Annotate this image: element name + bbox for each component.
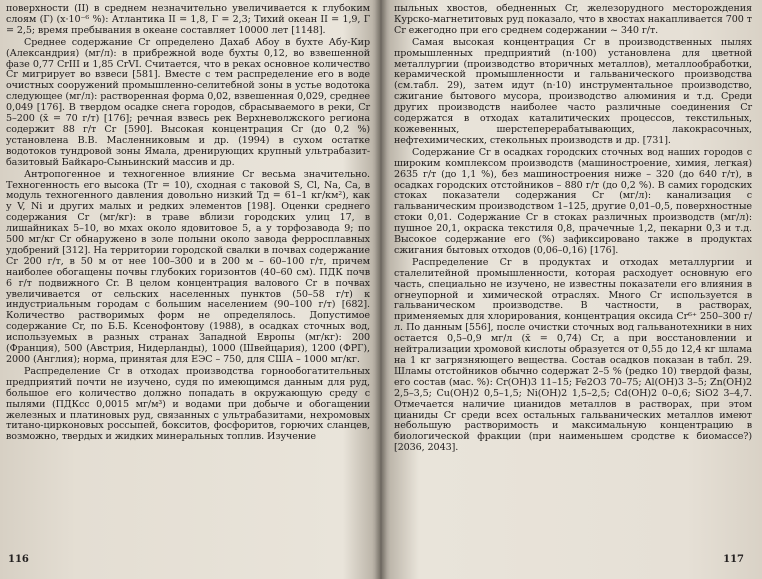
paragraph: поверхности (II) в среднем незначительно увеличивается к глубоким слоям (Г) (x·10⁻⁶ %): Атлантика II = 1,8, Г = 2,3; Тихий океан II = 1,9, Г = 2,5; время пребывания в океане составляет 10000 лет [1148].: [6, 3, 370, 36]
paragraph: пыльных хвостов, обедненных Cr, железорудного месторождения Курско-магнетитовых руд показало, что в хвостах накапливается 700 т Cr ежегодно при его среднем содержании ~ 340 г/т.: [394, 3, 752, 36]
paragraph: Самая высокая концентрация Cr в производственных пылях промышленных предприятий (n·100) установлена для цветной металлургии (производство вторичных металлов), металлообработки, керамической промышленности и гальванического производства (см.табл. 29), затем идут (n·10) инструментальное производство, сжигание бытового мусора, производство алюминия и т.д. Среди других производств наиболее часто различные соединения Cr содержатся в отходах каталитических процессов, текстильных, кожевенных, шерстеперерабатывающих, лакокрасочных, нефтехимических, стекольных производств и др. [731].: [394, 36, 752, 146]
right-page-text: [394, 4, 752, 454]
paragraph: Антропогенное и техногенное влияние Cr весьма значительно. Техногенность его высока (Тг = 10), сходная с таковой S, Cl, Na, Ca, в модуль техногенного давления довольно низкий Tд = 61–1 кг/км²), как у V, Ni и других малых и редких элементов [198]. Оценки среднего содержания Cr (мг/кг): в траве вблизи городских улиц 17, в лишайниках 5–10, во мхах около ядовитовое 5, а у торфозавода 9; по 500 мг/кг Cr обнаружено в золе полыни около завода ферросплавных удобрений [312]. На территории городской свалки в почвах содержание Cr 200 г/т, в 50 м от нее 100–300 и в 200 м – 60–100 г/т, причем наиболее обогащены почвы глубоких горизонтов (40–60 см). ПДК почв 6 г/т подвижного Cr. В целом концентрация валового Cr в почвах увеличивается от сельских населенных пунктов (50–58 г/т) к индустриальным городам с большим населением (90–100 г/т) [682]. Количество растворимых форм не определялось. Допустимое содержание Cr, по Б.Б. Ксенофонтову (1988), в осадках сточных вод, используемых в разных странах Западной Европы (мг/кг): 200 (Франция), 500 (Австрия, Нидерланды), 1000 (Швейцария), 1200 (ФРГ), 2000 (Англия); норма, принятая для ЕЭС – 750, для США – 1000 мг/кг.: [6, 168, 370, 365]
paragraph: Содержание Cr в осадках городских сточных вод наших городов с широким комплексом производств (машиностроение, химия, легкая) 2635 г/т (до 1,1 %), без машиностроения ниже – 320 (до 640 г/т), в осадках городских отстойников – 880 г/т (до 0,2 %). В самих городских стоках показатели содержания Cr (мг/л): канализация с гальваническим производством 1–125, другие 0,01–0,5, поверхностные стоки 0,01. Содержание Cr в стоках различных производств (мг/л): пушное 20,1, окраска текстиля 0,8, прачечные 1,2, пекарни 0,3 и т.д. Высокое содержание его (%) зафиксировано также в продуктах сжигания бытовых отходов (0,06–0,16) [176].: [394, 146, 752, 256]
page-number-left: 116: [8, 554, 29, 565]
paragraph: Распределение Cr в продуктах и отходах металлургии и сталелитейной промышленности, которая расходует основную его часть, специально не изучено, не известны показатели его влияния в огнеупорной и химической отраслях. Много Cr используется в гальваническом производстве. В частности, в растворах, применяемых для хлорирования, концентрация оксида Cr⁶⁺ 250–300 г/л. По данным [556], после очистки сточных вод гальванотехники в них остается 0,5–0,9 мг/л (x̄ = 0,74) Cr, а при восстановлении и нейтрализации хромовой кислоты образуется от 0,55 до 12,4 кг шлама на 1 кг загрязняющего вещества. Состав осадков показан в табл. 29. Шламы отстойников обычно содержат 2–5 % (редко 10) твердой фазы, его состав (мас. %): Cr(OH)3 11–15; Fe2O3 70–75; Al(OH)3 3–5; Zn(OH)2 2,5–3,5; Cu(OH)2 0,5–1,5; Ni(OH)2 1,5–2,5; Cd(OH)2 0–0,6; SiO2 3–4,7. Отмечается наличие цианидов металлов в растворах, при этом цианиды Cr среди всех остальных гальванических металлов имеют небольшую растворимость и максимальную концентрацию в биологической фракции (при наименьшем сродстве к биомассе?) [2036, 2043].: [394, 256, 752, 454]
paragraph: Среднее содержание Cr определено Дахаб Абоу в бухте Абу-Кир (Александрия) (мг/л): в прибрежной воде бухты 0,12, во взвешенной фазе 0,77 CrIII и 1,85 CrVI. Считается, что в реках основное количество Cr мигрирует во взвеси [581]. Вместе с тем распределение его в воде очистных сооружений промышленно-селитебной зоны в устье водотока следующее (мг/л): растворенная форма 0,02, взвешенная 0,029, среднее 0,049 [176]. В твердом осадке снега городов, сбрасываемого в реки, Cr 5–200 (x̄ = 70 г/т) [176]; речная взвесь рек Верхневолжского региона содержит 88 г/т Cr [590]. Высокая концентрация Cr (до 0,2 %) установлена В.В. Масленниковым и др. (1994) в сухом остатке водотоков тундровой зоны Ямала, дренирующих крупный ультрабазит-базитовый Байкаро-Сыньинский массив и др.: [6, 36, 370, 168]
page-number-right: 117: [723, 554, 744, 565]
left-page: [0, 0, 380, 579]
left-page-text: [6, 4, 370, 443]
paragraph: Распределение Cr в отходах производства горнообогатительных предприятий почти не изучено, судя по имеющимся данным для руд, большое его количество должно попадать в окружающую среду с пылями (ПДКсс 0,0015 мг/м³) и водами при добыче и обогащении железных и платиновых руд, связанных с ультрабазитами, нехромовых титано-цирконовых россыпей, бокситов, фосфоритов, горючих сланцев, возможно, твердых и жидких минеральных топлив. Изучение: [6, 365, 370, 443]
right-page: [384, 0, 762, 579]
